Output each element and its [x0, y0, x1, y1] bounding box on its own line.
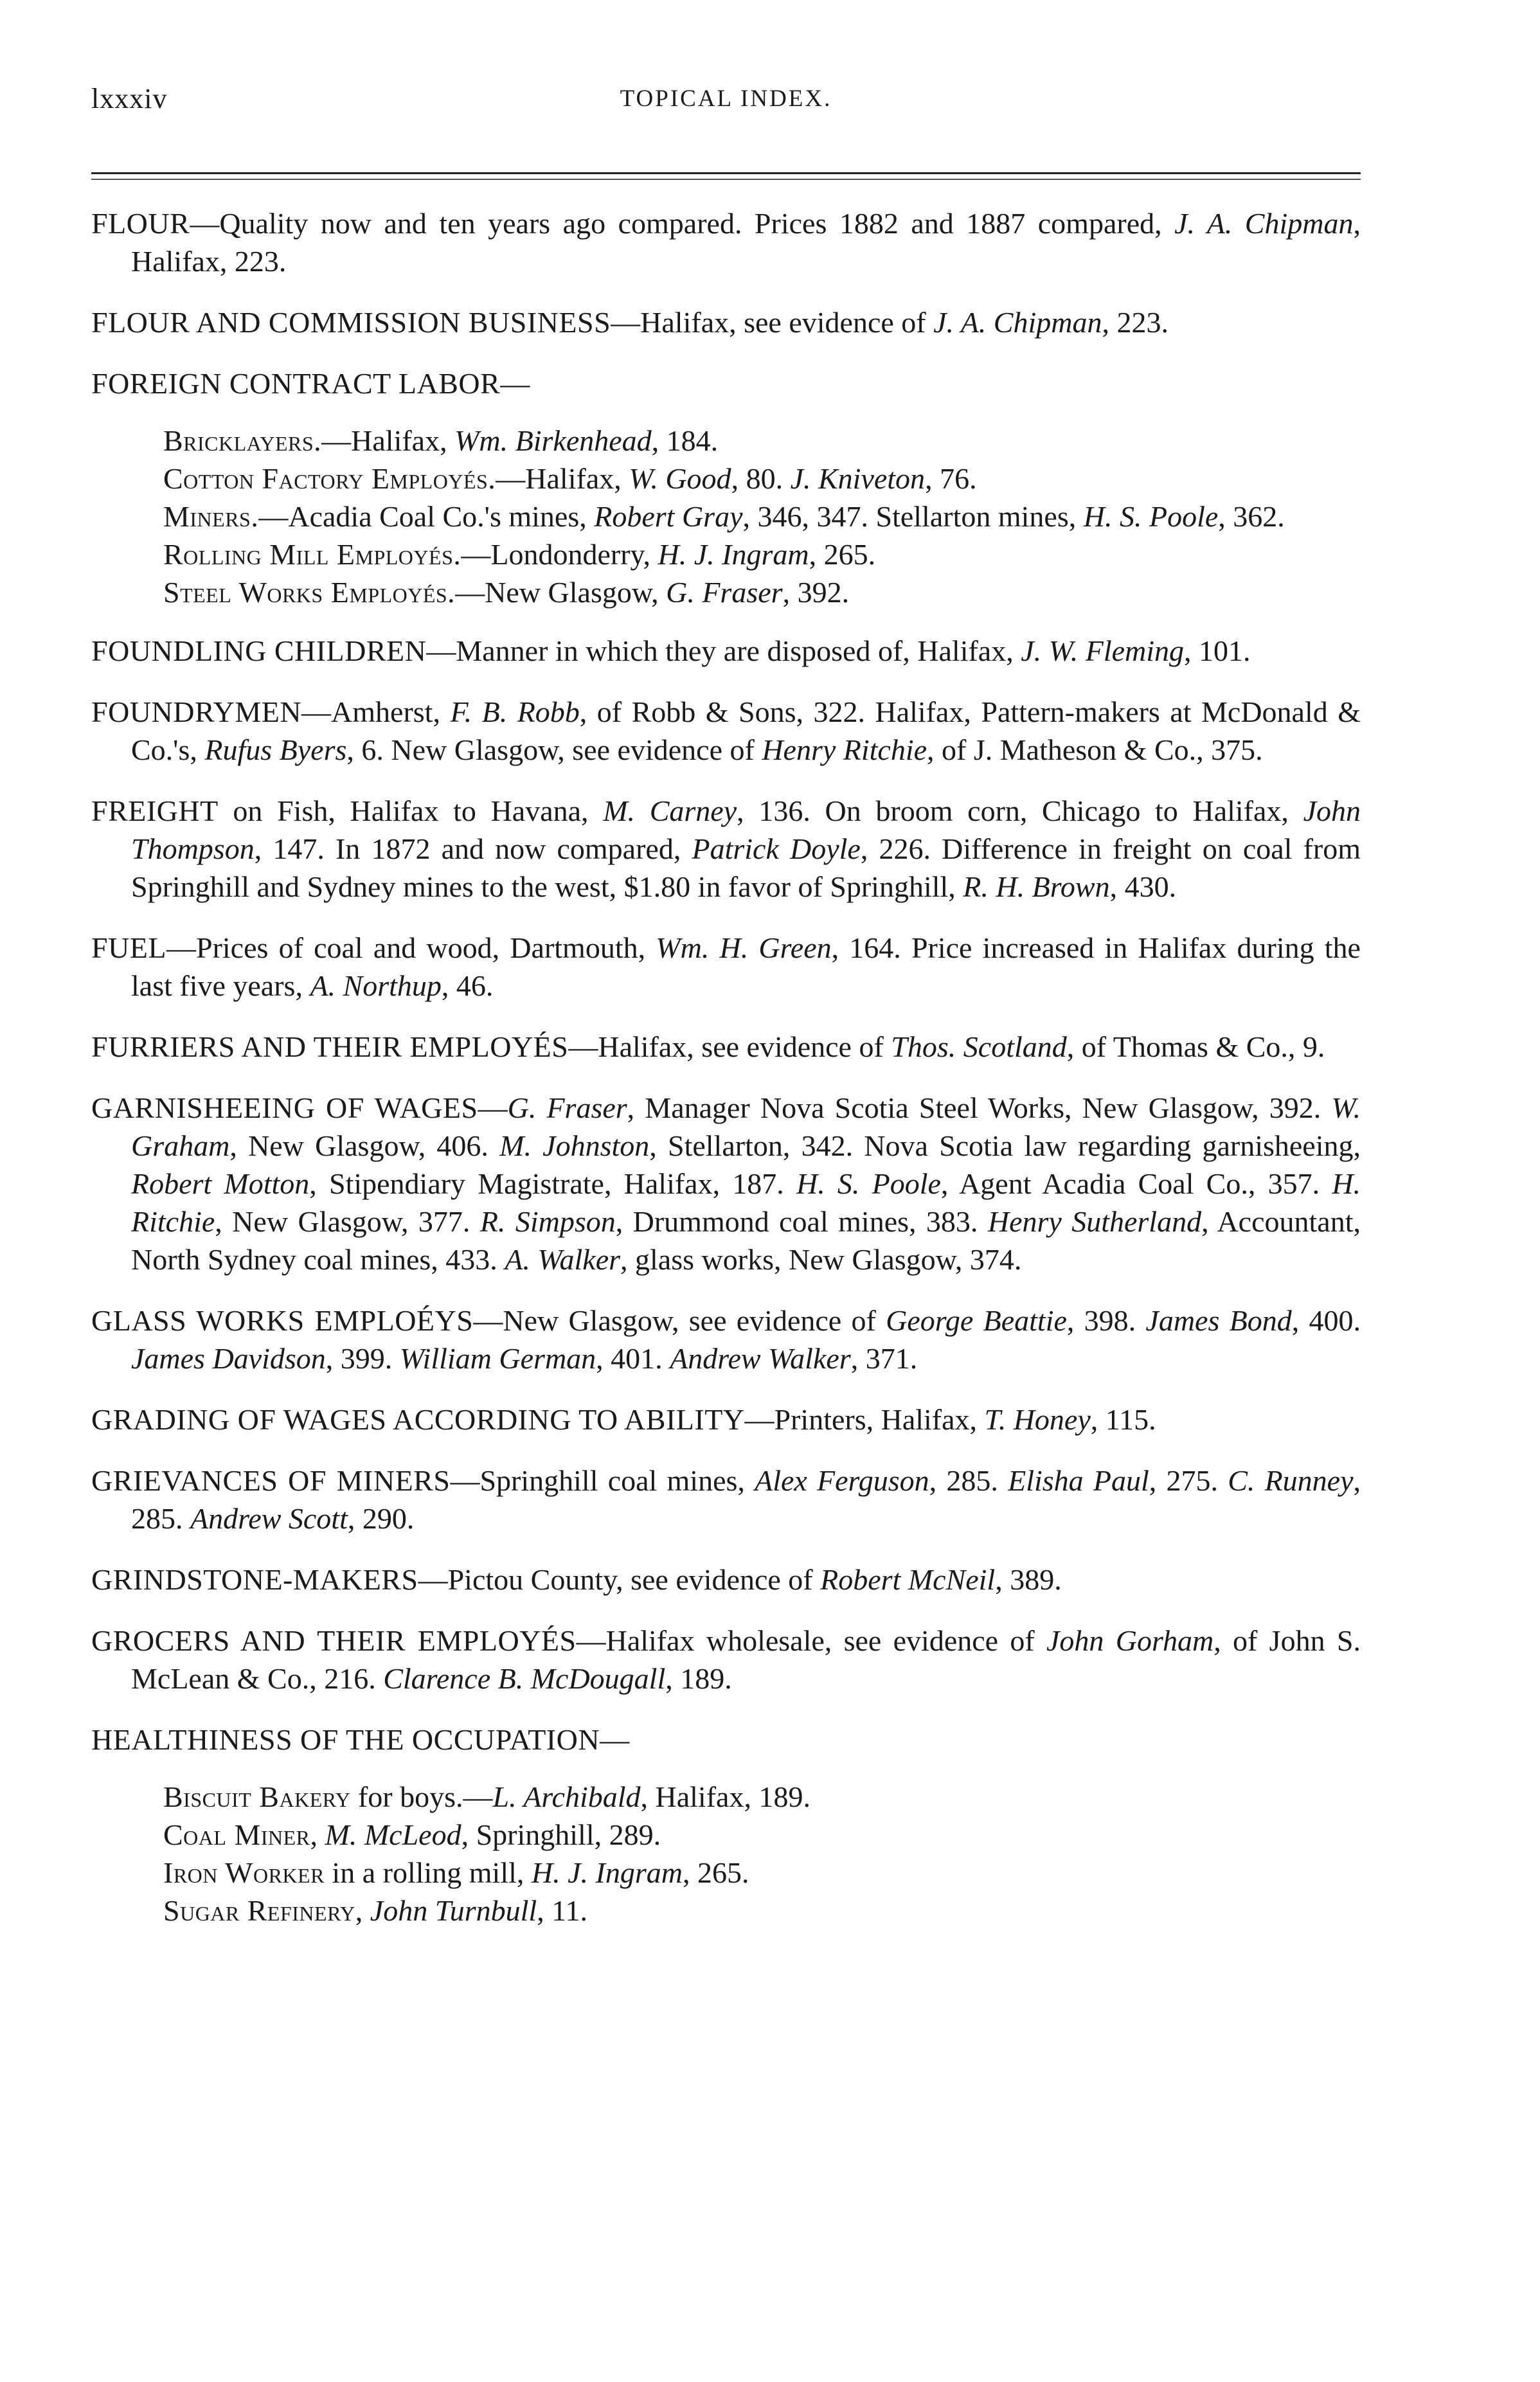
- entry-citation: Andrew Scott: [190, 1502, 348, 1535]
- entry-text: , Drummond coal mines, 383.: [615, 1205, 988, 1238]
- entry-headword: FURRIERS AND THEIR EMPLOYÉS: [91, 1030, 569, 1063]
- entry-text: —Manner in which they are disposed of, Halifax,: [426, 634, 1021, 667]
- subentry-label: Cotton Factory Employés.: [163, 462, 496, 495]
- entry-text: , 389.: [995, 1563, 1062, 1596]
- entry-text: , 164. Price increased in Halifax during the last five years,: [131, 931, 1361, 1002]
- index-subentry: [91, 1816, 1361, 1854]
- subentry-label: Biscuit Bakery: [163, 1780, 351, 1813]
- entry-citation: Robert Gray: [594, 500, 743, 533]
- entry-citation: W. Good: [629, 462, 731, 495]
- entry-headword: GLASS WORKS EMPLOÉYS: [91, 1304, 474, 1337]
- entry-citation: R. Simpson: [479, 1205, 616, 1238]
- entry-citation: J. A. Chipman: [933, 306, 1102, 339]
- entry-citation: Henry Sutherland: [987, 1205, 1202, 1238]
- entry-text: —Acadia Coal Co.'s mines,: [258, 500, 595, 533]
- entry-text: —Halifax,: [321, 424, 455, 457]
- entry-citation: J. A. Chipman: [1174, 207, 1354, 240]
- entry-citation: A. Walker: [505, 1243, 621, 1276]
- subentry-label: Coal Miner: [163, 1818, 310, 1851]
- entry-text: —Halifax wholesale, see evidence of: [576, 1624, 1047, 1657]
- entry-text: , 147. In 1872 and now compared,: [254, 832, 692, 865]
- entry-citation: John Turnbull: [370, 1894, 537, 1927]
- index-subentry: [91, 422, 1361, 460]
- subentry-label: Sugar Refinery: [163, 1894, 355, 1927]
- entry-citation: Clarence B. McDougall: [383, 1662, 666, 1695]
- entry-citation: John Thompson: [131, 794, 1361, 865]
- entry-text: , Halifax, 189.: [640, 1780, 810, 1813]
- entry-text: , 275.: [1149, 1464, 1228, 1497]
- index-subentry: [91, 535, 1361, 573]
- entry-text: , Springhill, 289.: [461, 1818, 661, 1851]
- entry-citation: Alex Ferguson: [755, 1464, 929, 1497]
- entry-text: , 285.: [929, 1464, 1008, 1497]
- entry-citation: A. Northup: [310, 969, 442, 1002]
- entry-text: , 101.: [1184, 634, 1251, 667]
- subentry-list: [91, 422, 1361, 611]
- index-entry: [91, 792, 1361, 906]
- entry-text: , 290.: [347, 1502, 415, 1535]
- entry-text: —Printers, Halifax,: [744, 1403, 985, 1436]
- entry-headword: FUEL: [91, 931, 166, 964]
- index-entry: [91, 1401, 1361, 1438]
- index-entry: [91, 693, 1361, 769]
- entry-text: , glass works, New Glasgow, 374.: [620, 1243, 1022, 1276]
- page-header: [91, 82, 1361, 121]
- entry-text: —New Glasgow, see evidence of: [473, 1304, 886, 1337]
- subentry-label: Bricklayers.: [163, 424, 322, 457]
- index-subentry: [91, 573, 1361, 611]
- entry-text: , 398.: [1066, 1304, 1146, 1337]
- entry-citation: Patrick Doyle: [692, 832, 861, 865]
- entry-text: in a rolling mill,: [324, 1856, 532, 1889]
- entry-citation: Robert McNeil: [820, 1563, 996, 1596]
- entry-text: —Pictou County, see evidence of: [418, 1563, 821, 1596]
- entry-headword: GROCERS AND THEIR EMPLOYÉS: [91, 1624, 577, 1657]
- entry-text: for boys.—: [350, 1780, 493, 1813]
- index-entry: [91, 1302, 1361, 1377]
- page-number: lxxxiv: [91, 83, 168, 114]
- subentry-label: Rolling Mill Employés.: [163, 538, 461, 571]
- entry-text: , New Glasgow, 406.: [229, 1129, 500, 1162]
- entry-citation: F. B. Robb: [450, 695, 580, 728]
- index-entry: [91, 204, 1361, 280]
- entry-text: , 6. New Glasgow, see evidence of: [346, 733, 762, 766]
- index-subentry: [91, 1778, 1361, 1816]
- entry-text: —Londonderry,: [461, 538, 658, 571]
- entry-text: , of J. Matheson & Co., 375.: [927, 733, 1263, 766]
- entry-text: —Halifax, see evidence of: [568, 1030, 891, 1063]
- entry-citation: John Gorham: [1046, 1624, 1214, 1657]
- entry-text: , Accountant, North Sydney coal mines, 433.: [131, 1205, 1361, 1276]
- entry-citation: M. Carney: [603, 794, 737, 827]
- entry-text: , 115.: [1090, 1403, 1156, 1436]
- index-subentry: [91, 497, 1361, 535]
- index-entry: [91, 632, 1361, 670]
- entry-headword: GRADING OF WAGES ACCORDING TO ABILITY: [91, 1403, 745, 1436]
- subentry-label: Steel Works Employés.: [163, 576, 456, 609]
- entry-text: ,: [355, 1894, 370, 1927]
- entry-text: —Halifax,: [496, 462, 629, 495]
- entry-citation: T. Honey: [984, 1403, 1091, 1436]
- entry-text: , 265.: [682, 1856, 749, 1889]
- entry-text: , 11.: [537, 1894, 588, 1927]
- index-entry: [91, 1028, 1361, 1066]
- entry-citation: H. Ritchie: [131, 1167, 1361, 1238]
- entry-citation: Wm. Birkenhead: [454, 424, 652, 457]
- entry-citation: Rufus Byers: [204, 733, 347, 766]
- index-heading: [91, 364, 1361, 402]
- entry-text: —Amherst,: [301, 695, 451, 728]
- entry-text: —Halifax, see evidence of: [611, 306, 934, 339]
- index-entry: [91, 929, 1361, 1005]
- entry-text: , 189.: [665, 1662, 732, 1695]
- entry-text: , 76.: [925, 462, 977, 495]
- entry-citation: H. J. Ingram: [531, 1856, 683, 1889]
- entry-text: —Springhill coal mines,: [450, 1464, 755, 1497]
- entry-citation: G. Fraser: [666, 576, 783, 609]
- entry-citation: W. Graham: [131, 1091, 1361, 1162]
- running-head: TOPICAL INDEX.: [620, 85, 832, 112]
- entry-text: , 399.: [325, 1342, 400, 1375]
- subentry-list: [91, 1778, 1361, 1930]
- entry-citation: G. Fraser: [507, 1091, 627, 1124]
- entry-text: , New Glasgow, 377.: [215, 1205, 480, 1238]
- entry-citation: L. Archibald: [492, 1780, 641, 1813]
- entry-list: [91, 632, 1361, 1697]
- index-heading: [91, 1721, 1361, 1759]
- entry-text: , 136. On broom corn, Chicago to Halifax,: [737, 794, 1303, 827]
- entry-citation: H. S. Poole: [1083, 500, 1219, 533]
- entry-text: , 80.: [731, 462, 791, 495]
- entry-text: on Fish, Halifax to Havana,: [218, 794, 604, 827]
- entry-text: , 346, 347. Stellarton mines,: [742, 500, 1084, 533]
- entry-text: —: [478, 1091, 508, 1124]
- index-subentry: [91, 460, 1361, 497]
- index-entry: [91, 1622, 1361, 1697]
- entry-text: , 265.: [809, 538, 876, 571]
- entry-headword: GRINDSTONE-MAKERS: [91, 1563, 418, 1596]
- entry-headword: GRIEVANCES OF MINERS: [91, 1464, 451, 1497]
- entry-text: , of Thomas & Co., 9.: [1066, 1030, 1325, 1063]
- entry-citation: Wm. H. Green: [656, 931, 832, 964]
- entry-citation: H. S. Poole: [796, 1167, 941, 1200]
- entry-headword: FOUNDRYMEN: [91, 695, 302, 728]
- entry-text: , of John S. McLean & Co., 216.: [131, 1624, 1361, 1695]
- entry-citation: William German: [399, 1342, 596, 1375]
- entry-citation: Elisha Paul: [1008, 1464, 1149, 1497]
- entry-headword: FOUNDLING CHILDREN: [91, 634, 427, 667]
- entry-citation: Thos. Scotland: [891, 1030, 1067, 1063]
- entry-text: , 223.: [1102, 306, 1168, 339]
- entry-citation: M. Johnston: [499, 1129, 650, 1162]
- index-entry: [91, 303, 1361, 341]
- entry-text: , Stellarton, 342. Nova Scotia law regarding garnisheeing,: [649, 1129, 1361, 1162]
- entry-citation: George Beattie: [886, 1304, 1067, 1337]
- entry-headword: GARNISHEEING OF WAGES: [91, 1091, 478, 1124]
- entry-citation: J. Kniveton: [790, 462, 926, 495]
- entry-citation: J. W. Fleming: [1021, 634, 1185, 667]
- entry-headword: FLOUR: [91, 207, 190, 240]
- entry-citation: M. McLeod: [325, 1818, 461, 1851]
- entry-text: , Manager Nova Scotia Steel Works, New Glasgow, 392.: [627, 1091, 1332, 1124]
- subentry-label: Miners.: [163, 500, 259, 533]
- entry-text: ,: [310, 1818, 325, 1851]
- index-entry: [91, 1561, 1361, 1598]
- entry-citation: James Davidson: [131, 1342, 326, 1375]
- entry-citation: James Bond: [1145, 1304, 1292, 1337]
- subentry-label: Iron Worker: [163, 1856, 325, 1889]
- entry-headword: FOREIGN CONTRACT LABOR—: [91, 367, 530, 400]
- entry-citation: Robert Motton: [131, 1167, 310, 1200]
- entry-text: , 371.: [850, 1342, 918, 1375]
- entry-headword: FREIGHT: [91, 794, 219, 827]
- index-subentry: [91, 1854, 1361, 1892]
- entry-text: , 362.: [1218, 500, 1285, 533]
- entry-text: , Stipendiary Magistrate, Halifax, 187.: [309, 1167, 796, 1200]
- entry-text: —Prices of coal and wood, Dartmouth,: [166, 931, 656, 964]
- entry-text: —New Glasgow,: [455, 576, 667, 609]
- entry-text: —Quality now and ten years ago compared. Prices 1882 and 1887 compared,: [190, 207, 1175, 240]
- entry-text: , 226. Difference in freight on coal from Springhill and Sydney mines to the west, $1.80 in favor of Springhill,: [131, 832, 1361, 903]
- entry-citation: Andrew Walker: [670, 1342, 851, 1375]
- entry-text: , 392.: [782, 576, 850, 609]
- entry-headword: HEALTHINESS OF THE OCCUPATION—: [91, 1723, 630, 1756]
- index-subentry: [91, 1892, 1361, 1930]
- index-content: [91, 204, 1361, 1950]
- index-entry: [91, 1462, 1361, 1537]
- entry-text: , Halifax, 223.: [131, 207, 1361, 278]
- entry-citation: R. H. Brown: [963, 870, 1110, 903]
- header-rule: [91, 172, 1361, 180]
- entry-citation: Henry Ritchie: [762, 733, 927, 766]
- entry-headword: FLOUR AND COMMISSION BUSINESS: [91, 306, 611, 339]
- entry-citation: H. J. Ingram: [658, 538, 809, 571]
- entry-text: , 401.: [596, 1342, 670, 1375]
- entry-text: , Agent Acadia Coal Co., 357.: [940, 1167, 1332, 1200]
- index-entry: [91, 1089, 1361, 1278]
- entry-citation: C. Runney: [1228, 1464, 1354, 1497]
- entry-text: , 430.: [1109, 870, 1177, 903]
- entry-text: , 285.: [131, 1464, 1361, 1535]
- entry-text: , 184.: [651, 424, 719, 457]
- entry-text: , 400.: [1291, 1304, 1361, 1337]
- entry-text: , of Robb & Sons, 322. Halifax, Pattern-makers at McDonald & Co.'s,: [131, 695, 1361, 766]
- entry-text: , 46.: [441, 969, 494, 1002]
